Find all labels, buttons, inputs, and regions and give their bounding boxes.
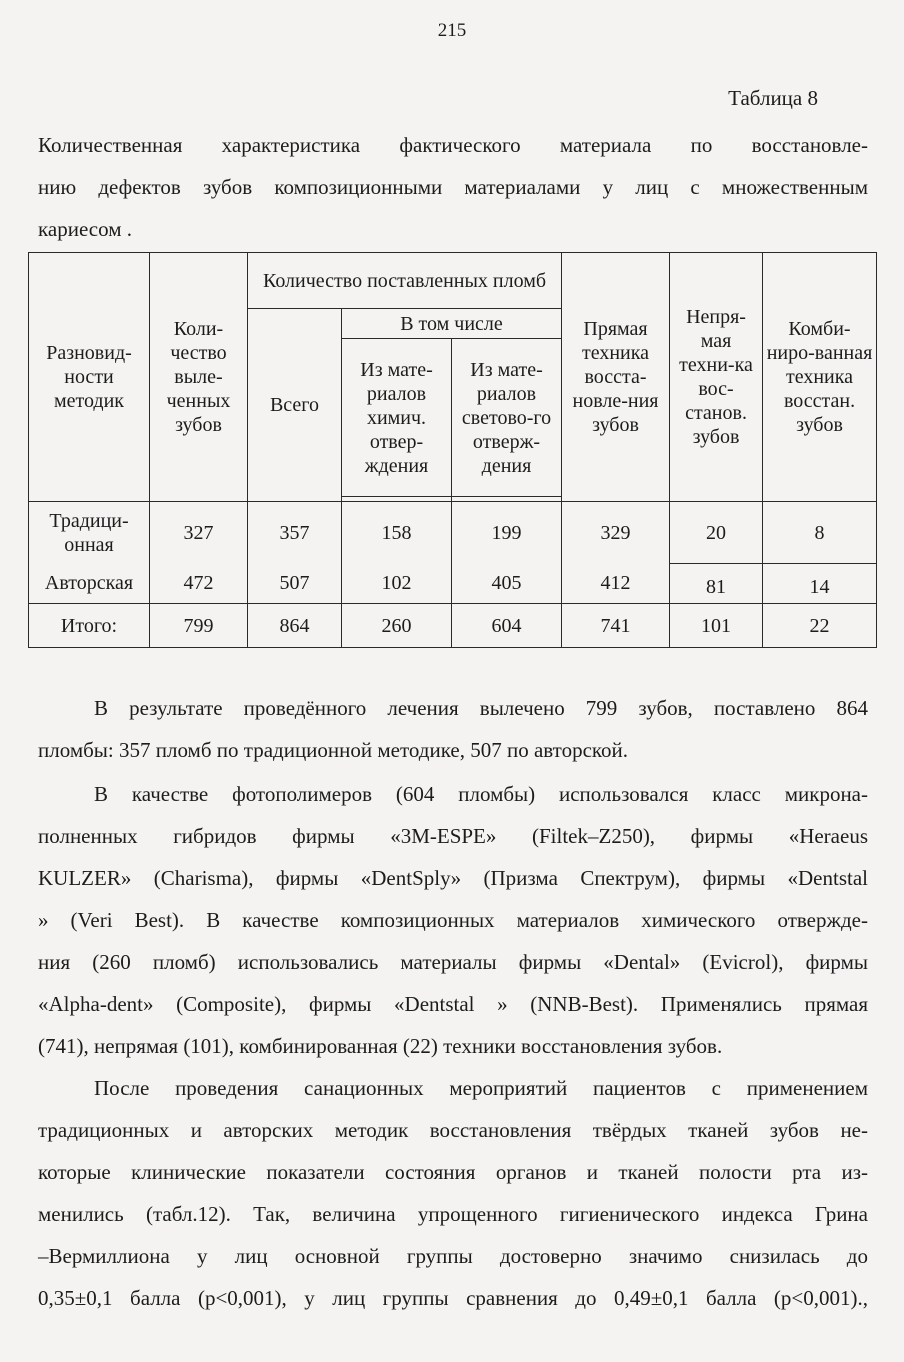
data-table [28, 252, 877, 648]
row-method: Авторская [29, 564, 150, 604]
text-line: (741), непрямая (101), комбинированная (22) техники восстановления зубов. [38, 1034, 723, 1058]
text-line: пломбы: 357 пломб по традиционной методике, 507 по авторской. [38, 738, 629, 762]
row-indirect: 81 [670, 564, 763, 604]
row-combined: 8 [763, 502, 877, 564]
header-total: Всего [248, 309, 342, 502]
row-count: 472 [150, 564, 248, 604]
row-total: 507 [248, 564, 342, 604]
header-including: В том числе [342, 309, 562, 339]
text-line: После проведения санационных мероприятий пациентов с применением [94, 1076, 868, 1100]
text-line: полненных гибридов фирмы «3M-ESPE» (Filtek–Z250), фирмы «Heraeus [38, 824, 868, 848]
total-label: Итого: [29, 604, 150, 648]
title-line: кариесом . [38, 217, 132, 241]
header-chem: Из мате-риалов химич. отвер-ждения [342, 339, 452, 497]
row-chem: 158 [342, 502, 452, 564]
text-line: 0,35±0,1 балла (р<0,001), у лиц группы сравнения до 0,49±0,1 балла (р<0,001)., [38, 1286, 868, 1310]
text-line: традиционных и авторских методик восстановления твёрдых тканей зубов не- [38, 1118, 868, 1142]
row-total: 357 [248, 502, 342, 564]
header-indirect: Непря-мая техни-ка вос-станов. зубов [670, 253, 763, 502]
text-line: ния (260 пломб) использовались материалы фирмы «Dental» (Evicrol), фирмы [38, 950, 868, 974]
paragraph-materials [38, 773, 868, 1067]
text-line: » (Veri Best). В качестве композиционных материалов химического отвержде- [38, 908, 868, 932]
header-fillings: Количество поставленных пломб [248, 253, 562, 309]
total-total: 864 [248, 604, 342, 648]
text-line: В результате проведённого лечения вылечено 799 зубов, поставлено 864 [94, 696, 868, 720]
text-line: которые клинические показатели состояния органов и тканей полости рта из- [38, 1160, 868, 1184]
row-method: Традици-онная [29, 502, 150, 564]
total-light: 604 [452, 604, 562, 648]
paragraph-results [38, 687, 868, 771]
total-chem: 260 [342, 604, 452, 648]
table-caption: Таблица 8 [728, 86, 818, 110]
page-number: 215 [437, 20, 467, 41]
row-light: 199 [452, 502, 562, 564]
row-direct: 329 [562, 502, 670, 564]
total-direct: 741 [562, 604, 670, 648]
total-indirect: 101 [670, 604, 763, 648]
row-light: 405 [452, 564, 562, 604]
header-direct: Прямая техника восста-новле-ния зубов [562, 253, 670, 502]
title-line: нию дефектов зубов композиционными материалами у лиц с множественным [38, 175, 868, 199]
header-light: Из мате-риалов светово-го отверж-дения [452, 339, 562, 497]
header-methods: Разновид-ности методик [29, 253, 150, 502]
row-combined: 14 [763, 564, 877, 604]
header-count: Коли-чество выле-ченных зубов [150, 253, 248, 502]
text-line: –Вермиллиона у лиц основной группы достоверно значимо снизилась до [38, 1244, 868, 1268]
row-indirect: 20 [670, 502, 763, 564]
title-line: Количественная характеристика фактического материала по восстановле- [38, 133, 868, 157]
row-chem: 102 [342, 564, 452, 604]
paragraph-after-sanitation [38, 1067, 868, 1319]
header-combined: Комби-ниро-ванная техника восстан. зубов [763, 253, 877, 502]
text-line: KULZER» (Charisma), фирмы «DentSply» (Призма Спектрум), фирмы «Dentstal [38, 866, 868, 890]
table-title [38, 124, 868, 250]
text-line: менились (табл.12). Так, величина упрощенного гигиенического индекса Грина [38, 1202, 868, 1226]
row-direct: 412 [562, 564, 670, 604]
row-count: 327 [150, 502, 248, 564]
text-line: «Alpha-dent» (Composite), фирмы «Dentstal » (NNB-Best). Применялись прямая [38, 992, 868, 1016]
total-count: 799 [150, 604, 248, 648]
total-combined: 22 [763, 604, 877, 648]
text-line: В качестве фотополимеров (604 пломбы) использовался класс микрона- [94, 782, 868, 806]
